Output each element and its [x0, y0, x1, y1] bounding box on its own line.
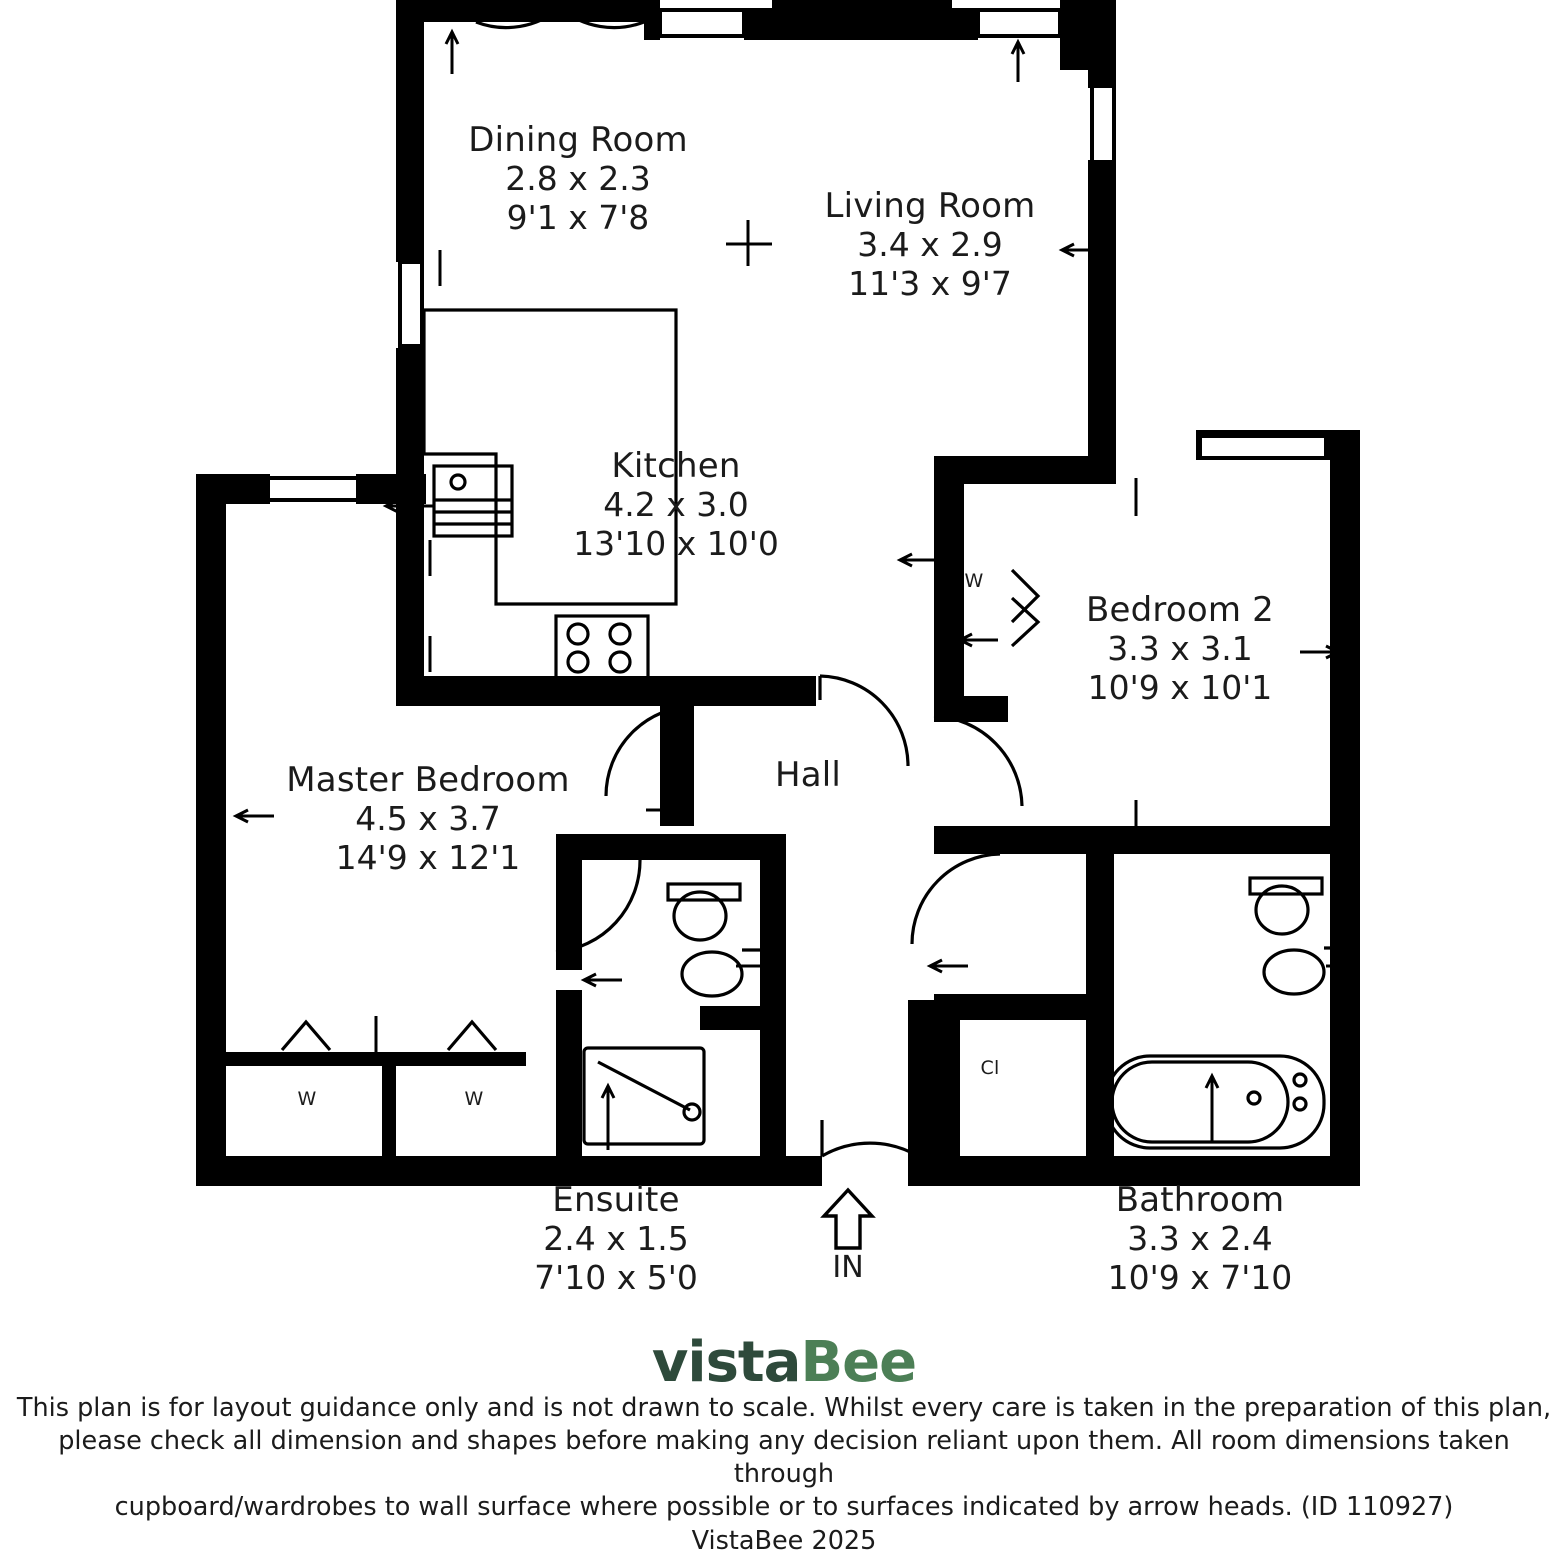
room-name: Hall — [774, 755, 842, 795]
room-metric: 2.8 x 2.3 — [505, 159, 651, 199]
disclaimer-line-2: please check all dimension and shapes before making any decision reliant upon them. All room dimensions taken through — [58, 1426, 1510, 1490]
room-imperial: 14'9 x 12'1 — [335, 838, 521, 878]
room-imperial: 13'10 x 10'0 — [573, 524, 779, 564]
room-name: Kitchen — [611, 446, 741, 486]
room-metric: 3.3 x 3.1 — [1107, 629, 1253, 669]
room-label-master-bedroom — [286, 760, 570, 878]
room-name: Living Room — [824, 186, 1036, 226]
entrance-arrow-icon — [824, 1190, 872, 1248]
wardrobe-label-master-2 — [465, 1088, 484, 1110]
room-name: Cl — [980, 1057, 1000, 1079]
vistabee-logo — [0, 1330, 1568, 1395]
room-imperial: 10'9 x 10'1 — [1087, 668, 1273, 708]
wardrobe-name: W — [464, 1088, 484, 1110]
room-label-living-room — [825, 186, 1036, 304]
room-name: Dining Room — [468, 120, 688, 160]
room-metric: 3.3 x 2.4 — [1127, 1219, 1273, 1259]
disclaimer-line-4: VistaBee 2025 — [691, 1525, 877, 1556]
room-label-ensuite — [534, 1180, 698, 1298]
room-imperial: 9'1 x 7'8 — [506, 198, 650, 238]
room-metric: 4.5 x 3.7 — [355, 799, 501, 839]
wardrobe-name: W — [297, 1088, 317, 1110]
room-metric: 4.2 x 3.0 — [603, 485, 749, 525]
room-name: Ensuite — [552, 1180, 680, 1220]
disclaimer-line-3: cupboard/wardrobes to wall surface where possible or to surfaces indicated by arrow heads. (ID 110927) — [114, 1492, 1454, 1523]
room-imperial: 11'3 x 9'7 — [848, 264, 1012, 304]
wardrobe-name: W — [964, 570, 984, 592]
room-label-dining-room — [468, 120, 688, 238]
room-label-bathroom — [1108, 1180, 1293, 1298]
wardrobe-label-bedroom-2 — [965, 570, 984, 592]
room-name: Bedroom 2 — [1085, 590, 1275, 630]
room-label-bedroom-2 — [1086, 590, 1274, 708]
room-metric: 2.4 x 1.5 — [543, 1219, 689, 1259]
room-label-hall — [775, 755, 841, 795]
room-label-kitchen — [573, 446, 779, 564]
room-name: Master Bedroom — [286, 760, 570, 800]
entrance-label: IN — [832, 1250, 864, 1285]
room-metric: 3.4 x 2.9 — [857, 225, 1003, 265]
logo-text-vista: vista — [651, 1330, 801, 1395]
disclaimer-line-1: This plan is for layout guidance only and is not drawn to scale. Whilst every care is taken in the preparation of this plan, — [16, 1393, 1552, 1423]
room-name: Bathroom — [1115, 1180, 1285, 1220]
fixtures — [282, 310, 1342, 1148]
logo-text-bee: Bee — [800, 1330, 917, 1395]
disclaimer-text — [8, 1392, 1560, 1558]
room-imperial: 7'10 x 5'0 — [534, 1258, 698, 1298]
windows — [268, 10, 1326, 500]
room-imperial: 10'9 x 7'10 — [1107, 1258, 1293, 1298]
wardrobe-label-master-1 — [298, 1088, 317, 1110]
room-label-cupboard — [981, 1057, 1000, 1079]
